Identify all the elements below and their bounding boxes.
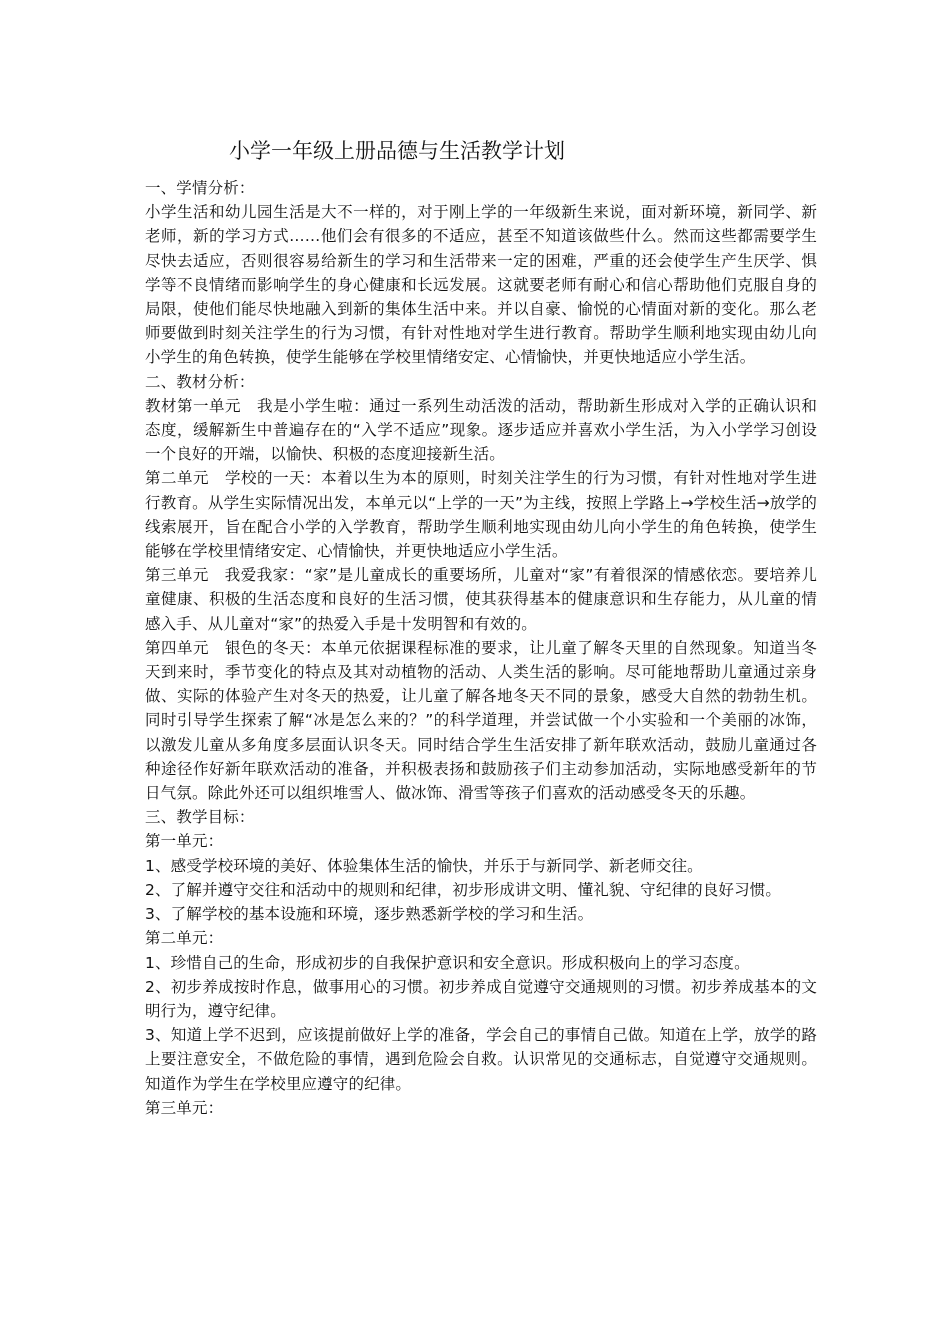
goals-unit-2-heading: 第二单元：	[145, 929, 224, 948]
goal-item: 1、珍惜自己的生命，形成初步的自我保护意识和安全意识。形成积极向上的学习态度。	[145, 953, 750, 972]
goals-unit-3-heading: 第三单元：	[145, 1098, 224, 1117]
section-heading-textbook-analysis: 二、教材分析：	[145, 372, 255, 391]
document-title: 小学一年级上册品德与生活教学计划	[229, 139, 565, 163]
goal-item: 3、知道上学不迟到，应该提前做好上学的准备，学会自己的事情自己做。知道在上学，放学的路上要注意安全，不做危险的事情，遇到危险会自救。认识常见的交通标志，自觉遵守交通规则。知道作为学生在学校里应遵守的纪律。	[145, 1026, 817, 1093]
paragraph-unit-4: 第四单元 银色的冬天：本单元依据课程标准的要求，让儿童了解冬天里的自然现象。知道当冬天到来时，季节变化的特点及其对动植物的活动、人类生活的影响。尽可能地帮助儿童通过亲身做、实际的体验产生对冬天的热爱，让儿童了解各地冬天不同的景象，感受大自然的勃勃生机。同时引导学生探索了解“冰是怎么来的？”的科学道理，并尝试做一个小实验和一个美丽的冰饰，以激发儿童从多角度多层面认识冬天。同时结合学生生活安排了新年联欢活动，鼓励儿童通过各种途径作好新年联欢活动的准备，并积极表扬和鼓励孩子们主动参加活动，实际地感受新年的节日气氛。除此外还可以组织堆雪人、做冰饰、滑雪等孩子们喜欢的活动感受冬天的乐趣。	[145, 638, 817, 803]
goal-item: 3、了解学校的基本设施和环境，逐步熟悉新学校的学习和生活。	[145, 905, 594, 924]
paragraph-unit-1: 教材第一单元 我是小学生啦：通过一系列生动活泼的活动，帮助新生形成对入学的正确认识和态度，缓解新生中普遍存在的“入学不适应”现象。逐步适应并喜欢小学生活，为入小学学习创设一个良好的开端，以愉快、积极的态度迎接新生活。	[145, 396, 817, 464]
paragraph-unit-3: 第三单元 我爱我家：“家”是儿童成长的重要场所，儿童对“家”有着很深的情感依恋。要培养儿童健康、积极的生活态度和良好的生活习惯，使其获得基本的健康意识和生存能力，从儿童的情感入手、从儿童对“家”的热爱入手是十发明智和有效的。	[145, 566, 817, 633]
paragraph-learning-analysis: 小学生活和幼儿园生活是大不一样的，对于刚上学的一年级新生来说，面对新环境，新同学、新老师，新的学习方式……他们会有很多的不适应，甚至不知道该做些什么。然而这些都需要学生尽快去适应，否则很容易给新生的学习和生活带来一定的困难，严重的还会使学生产生厌学、惧学等不良情绪而影响学生的身心健康和长远发展。这就要老师有耐心和信心帮助他们克服自身的局限，使他们能尽快地融入到新的集体生活中来。并以自豪、愉悦的心情面对新的变化。那么老师要做到时刻关注学生的行为习惯，有针对性地对学生进行教育。帮助学生顺利地实现由幼儿向小学生的角色转换，使学生能够在学校里情绪安定、心情愉快，并更快地适应小学生活。	[145, 203, 817, 367]
section-heading-teaching-goals: 三、教学目标：	[145, 808, 255, 827]
section-heading-learning-analysis: 一、学情分析：	[145, 179, 255, 197]
paragraph-unit-2: 第二单元 学校的一天：本着以生为本的原则，时刻关注学生的行为习惯，有针对性地对学生进行教育。从学生实际情况出发，本单元以“上学的一天”为主线，按照上学路上→学校生活→放学的线索展开，旨在配合小学的入学教育，帮助学生顺利地实现由幼儿向小学生的角色转换，使学生能够在学校里情绪安定、心情愉快，并更快地适应小学生活。	[145, 469, 817, 561]
goal-item: 2、了解并遵守交往和活动中的规则和纪律，初步形成讲文明、懂礼貌、守纪律的良好习惯。	[145, 880, 782, 899]
goal-item: 2、初步养成按时作息，做事用心的习惯。初步养成自觉遵守交通规则的习惯。初步养成基本的文明行为，遵守纪律。	[145, 977, 817, 1020]
goals-unit-1-heading: 第一单元：	[145, 832, 224, 851]
document-body	[145, 176, 817, 1120]
goal-item: 1、感受学校环境的美好、体验集体生活的愉快，并乐于与新同学、新老师交往。	[145, 856, 703, 875]
